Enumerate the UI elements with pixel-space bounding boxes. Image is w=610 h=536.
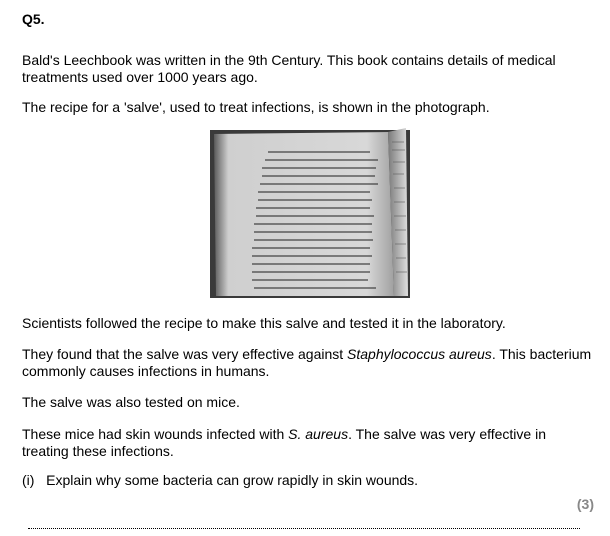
wounds-text-start: These mice had skin wounds infected with [22,426,289,442]
sub-question-label: (i) [22,472,35,488]
scientists-paragraph: Scientists followed the recipe to make this salve and tested it in the laboratory. [22,315,506,331]
mice-paragraph: The salve was also tested on mice. [22,394,240,410]
recipe-paragraph: The recipe for a 'salve', used to treat infections, is shown in the photograph. [22,99,490,115]
question-number: Q5. [22,11,45,27]
effectiveness-text-start: They found that the salve was very effective against [22,346,348,362]
effectiveness-text-end: . This bacterium commonly causes infections in humans. [22,346,592,379]
wounds-paragraph [22,426,592,460]
marks-indicator: (3) [576,496,594,512]
effectiveness-paragraph [22,346,592,380]
wounds-text-end: . The salve was very effective in treating these infections. [22,426,546,459]
sub-question [22,472,592,489]
species-abbrev: S. aureus [288,426,349,442]
intro-paragraph: Bald's Leechbook was written in the 9th Century. This book contains details of medical treatments used over 1000 years ago. [22,52,556,85]
answer-line[interactable] [28,528,580,529]
manuscript-photo [210,128,410,298]
sub-question-text: Explain why some bacteria can grow rapidly in skin wounds. [46,472,419,488]
species-name: Staphylococcus aureus [347,346,492,362]
